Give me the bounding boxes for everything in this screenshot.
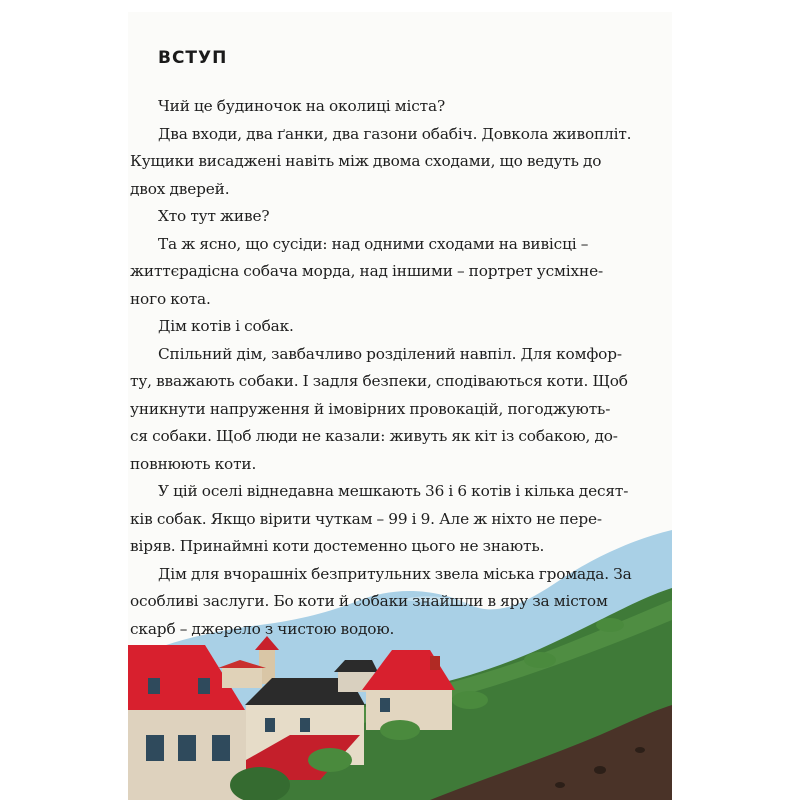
bush <box>308 748 352 772</box>
stone <box>594 766 606 774</box>
window <box>212 735 230 761</box>
text-line: повнюють коти. <box>130 454 257 473</box>
text-line: Хто тут живе? <box>158 207 270 225</box>
text-line: ся собаки. Щоб люди не казали: живуть як кіт із собакою, до- <box>130 427 618 445</box>
text-line: Дім для вчорашніх безпритульних звела міська громада. За <box>158 564 632 583</box>
window <box>300 718 310 732</box>
dormer-window <box>198 678 210 694</box>
text-line: віряв. Принаймні коти достеменно цього не знають. <box>130 537 545 555</box>
window <box>146 735 164 761</box>
chimney <box>430 656 440 670</box>
text-line: У цій оселі віднедавна мешкають 36 і 6 котів і кілька десят- <box>158 482 629 500</box>
text-line: Чий це будиночок на околиці міста? <box>158 97 446 115</box>
bush <box>524 652 556 668</box>
text-line: Кущики висаджені навіть між двома сходами, що ведуть до <box>130 152 602 170</box>
window <box>380 698 390 712</box>
window <box>265 718 275 732</box>
text-line: ків собак. Якщо вірити чуткам – 99 і 9. Але ж ніхто не пере- <box>130 509 602 528</box>
small-house <box>222 668 262 688</box>
text-line: двох дверей. <box>130 179 230 198</box>
stone <box>555 782 565 788</box>
bush <box>452 691 488 709</box>
window <box>178 735 196 761</box>
text-line: життєрадісна собача морда, над іншими – портрет усміхне- <box>130 262 603 280</box>
text-line: уникнути напруження й імовірних провокацій, погоджують- <box>130 399 611 418</box>
dormer-window <box>148 678 160 694</box>
text-line: Та ж ясно, що сусіди: над одними сходами на вивісці – <box>158 234 589 253</box>
text-line: особливі заслуги. Бо коти й собаки знайшли в яру за містом <box>130 592 608 610</box>
text-line: скарб – джерело з чистою водою. <box>130 619 395 638</box>
body-text <box>130 93 650 643</box>
text-line: Дім котів і собак. <box>158 317 294 335</box>
text-line: Два входи, два ґанки, два газони обабіч. Довкола живопліт. <box>158 124 632 143</box>
text-line: Спільний дім, завбачливо розділений навпіл. Для комфор- <box>158 344 622 363</box>
text-line: ного кота. <box>130 289 211 308</box>
bush <box>380 720 420 740</box>
text-line: ту, вважають собаки. І задля безпеки, сподіваються коти. Щоб <box>130 372 628 390</box>
stone <box>635 747 645 753</box>
section-heading: ВСТУП <box>158 48 228 68</box>
